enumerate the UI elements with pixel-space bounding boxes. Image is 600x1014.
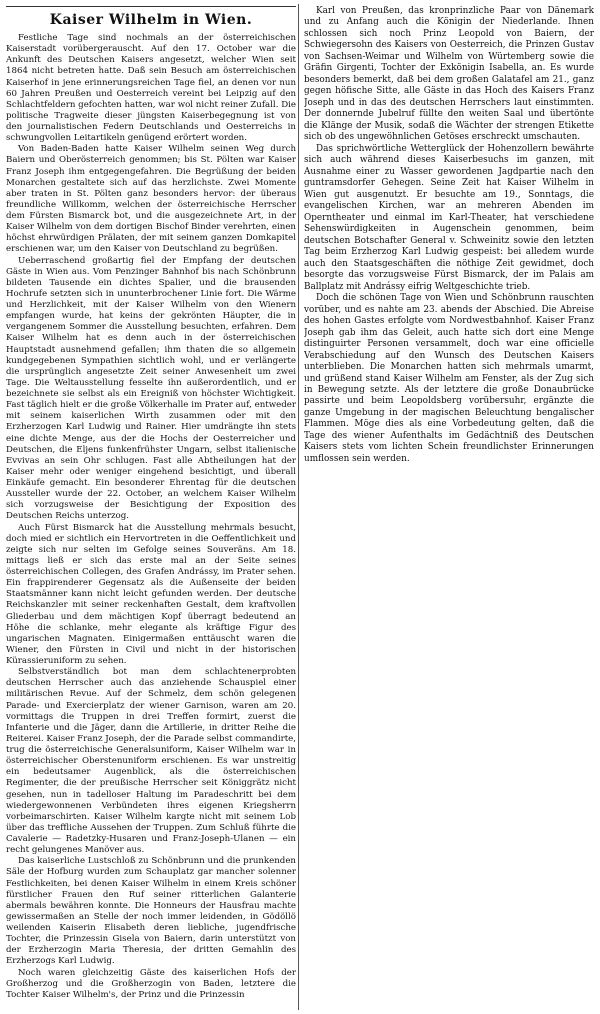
article-paragraph: Von Baden-Baden hatte Kaiser Wilhelm seinen Weg durch Baiern und Oberösterreich genommen; bis St. Pölten war Kaiser Franz Joseph ihm entgegengefahren. Die Begrüßung der beiden Monarchen gestaltete sich auf das herzlichste. Zwei Momente aber traten in St. Pölten ganz besonders hervor: der überaus freundliche Willkomm, welchen der österreichische Herrscher dem Fürsten Bismarck bot, und die ausgezeichnete Art, in der Kaiser Wilhelm von dem dortigen Bischof Binder verehrten, einen höchst ehrwürdigen Prälaten, der mit seinem ganzen Domkapitel erschienen war, um den Kaiser von Deutschland zu begrüßen. xyxy=(6,144,296,255)
right-column xyxy=(304,6,594,1014)
title-rule xyxy=(6,6,296,7)
left-column-body xyxy=(6,33,296,1001)
article-paragraph: Auch Fürst Bismarck hat die Ausstellung mehrmals besucht, doch mied er sichtlich ein Hervortreten in die Oeffentlichkeit und zeigte sich nur selten im Gefolge seines Souveräns. Am 18. mittags ließ er sich das erste mal an der Seite seines österreichischen Collegen, des Grafen Andrássy, im Prater sehen. Ein frappirenderer Gegensatz als die Außenseite der beiden Staatsmänner kann nicht leicht gefunden werden. Der deutsche Reichskanzler mit seiner reckenhaften Gestalt, dem kraftvollen Gliederbau und dem mächtigen Kopf überragt bedeutend an Höhe die schlanke, mehr elegante als kräftige Figur des ungarischen Magnaten. Einigermaßen enttäuscht waren die Wiener, den Fürsten in Civil und nicht in der historischen Kürassieruniform zu sehen. xyxy=(6,522,296,666)
column-divider xyxy=(298,4,299,1010)
left-column xyxy=(6,6,296,1014)
article-title: Kaiser Wilhelm in Wien. xyxy=(49,12,253,28)
right-column-body xyxy=(304,6,594,465)
article-paragraph: Karl von Preußen, das kronprinzliche Paar von Dänemark und zu Anfang auch die Königin der Niederlande. Ihnen schlossen sich noch Prinz Leopold von Baiern, der Schwiegersohn des Kaisers von Oesterreich, die Prinzen Gustav von Sachsen-Weimar und Wilhelm von Würtemberg sowie die Gräfin Girgenti, Tochter der Exkönigin Isabella, an. Es wurde besonders bemerkt, daß bei dem großen Galatafel am 21., ganz gegen höfische Sitte, alle Gäste in das Hoch des Kaisers Franz Joseph und in das des deutschen Herrschers laut einstimmten. Der donnernde Jubelruf füllte den weiten Saal und übertönte die Klänge der Musik, sodaß die Wächter der strengen Etikette sich ob des ungewöhnlichen Getöses erschreckt umschauten. xyxy=(304,6,594,143)
article-paragraph: Ueberraschend großartig fiel der Empfang der deutschen Gäste in Wien aus. Vom Penzinger Bahnhof bis nach Schönbrunn bildeten Tausende ein dichtes Spalier, und die brausenden Hochrufe setzten sich in ununterbrochener Linie fort. Die Wärme und Herzlichkeit, mit der Kaiser Wilhelm von den Wienern empfangen wurde, hat keins der gekrönten Häupter, die in vergangenem Sommer die Ausstellung besuchten, erfahren. Dem Kaiser Wilhelm hat es denn auch in der österreichischen Hauptstadt ausnehmend gefallen; ihm thaten die so allgemein kundgegebenen Sympathien sichtlich wohl, und er verlängerte die ursprünglich angesetzte Zeit seiner Anwesenheit um zwei Tage. Die Weltausstellung fesselte ihn außerordentlich, und er bezeichnete sie selbst als ein Ereigniß von höchster Wichtigkeit. Fast täglich hielt er die große Völkerhalle im Prater auf, entweder mit seinem kaiserlichen Wirth zusammen oder mit den Erzherzogen Karl Ludwig und Rainer. Hier umdrängte ihn stets eine dichte Menge, aus der die Hochs der Oesterreicher und Deutschen, die Eljens funkenfrühster Ungarn, selbst italienische Evvivas an sein Ohr schlugen. Fast alle Abtheilungen hat der Kaiser mehr oder weniger eingehend besichtigt, und überall Einkäufe gemacht. Ein besonderer Ehrentag für die deutschen Aussteller wurde der 22. October, an welchem Kaiser Wilhelm sich vorzugsweise der Besichtigung der Exposition des Deutschen Reichs unterzog. xyxy=(6,255,296,522)
article-paragraph: Das kaiserliche Lustschloß zu Schönbrunn und die prunkenden Säle der Hofburg wurden zum Schauplatz gar mancher solenner Festlichkeiten, bei denen Kaiser Wilhelm in einem Kreis schöner fürstlicher Frauen den Ruf seiner ritterlichen Galanterie abermals bewähren konnte. Die Honneurs der Hausfrau machte gewissermaßen an Stelle der noch immer leidenden, in Gödöllö weilenden Kaiserin Elisabeth deren liebliche, jugendfrische Tochter, die Prinzessin Gisela von Baiern, darin unterstützt von der Erzherzogin Maria Theresia, der dritten Gemahlin des Erzherzogs Karl Ludwig. xyxy=(6,856,296,967)
article-paragraph: Doch die schönen Tage von Wien und Schönbrunn rauschten vorüber, und es nahte am 23. abends der Abschied. Die Abreise des hohen Gastes erfolgte vom Nordwestbahnhof. Kaiser Franz Joseph gab ihm das Geleit, auch hatte sich dort eine Menge distinguirter Personen versammelt, doch war eine officielle Verabschiedung auf den Wunsch des Deutschen Kaisers unterblieben. Die Monarchen hatten sich mehrmals umarmt, und grüßend stand Kaiser Wilhelm am Fenster, als der Zug sich in Bewegung setzte. Als der letztere die große Donaubrücke passirte und beim Leopoldsberg vorübersuhr, ergänzte die ganze Umgebung in der magischen Beleuchtung bengalischer Flammen. Möge dies als eine Vorbedeutung gelten, daß die Tage des wiener Aufenthalts im Gedächtniß des Deutschen Kaisers stets vom lichten Schein freundlichster Erinnerungen umflossen sein werden. xyxy=(304,293,594,464)
article-paragraph: Selbstverständlich bot man dem schlachtenerprobten deutschen Herrscher auch das anziehende Schauspiel einer militärischen Revue. Auf der Schmelz, dem schön gelegenen Parade- und Exercierplatz der wiener Garnison, waren am 20. vormittags die Truppen in drei Treffen formirt, zuerst die Infanterie und die Jäger, dann die Artillerie, in dritter Reihe die Reiterei. Kaiser Franz Joseph, der die Parade selbst commandirte, trug die österreichische Generalsuniform, Kaiser Wilhelm war in österreichischer Oberstenuniform erschienen. Es war unstreitig ein bedeutsamer Augenblick, als die österreichischen Regimenter, die der preußische Herrscher seit Königgrätz nicht gesehen, nun in tadelloser Haltung im Paradeschritt bei dem wiedergewonnenen Verbündeten ihres eigenen Kriegsherrn vorbeimarschirten. Kaiser Wilhelm kargte nicht mit seinem Lob über das treffliche Aussehen der Truppen. Zum Schluß führte die Cavalerie — Radetzky-Husaren und Franz-Joseph-Ulanen — ein recht gelungenes Manöver aus. xyxy=(6,667,296,856)
article-paragraph: Das sprichwörtliche Wetterglück der Hohenzollern bewährte sich auch während dieses Kaiserbesuchs im ganzen, mit Ausnahme einer zu Wasser gewordenen Jagdpartie nach den guntramsdorfer Gehegen. Seine Zeit hat Kaiser Wilhelm in Wien gut ausgenutzt. Er besuchte am 19., Sonntags, die evangelischen Kirchen, war an mehreren Abenden im Operntheater und einmal im Karl-Theater, hat verschiedene Sehenswürdigkeiten in Augenschein genommen, beim deutschen Botschafter General v. Schweinitz sowie den letzten Tag beim Erzherzog Karl Ludwig gespeist: bei alledem wurde auch den Staatsgeschäften die nöthige Zeit gewidmet, doch besorgte das vorzugsweise Fürst Bismarck, der im Palais am Ballplatz mit Andrássy eifrig Weltgeschichte trieb. xyxy=(304,143,594,292)
article-paragraph: Festliche Tage sind nochmals an der österreichischen Kaiserstadt vorübergerauscht. Auf den 17. October war die Ankunft des Deutschen Kaisers angesetzt, welcher Wien seit 1864 nicht betreten hatte. Daß sein Besuch am österreichischen Kaiserhof in jene erinnerungsreichen Tage fiel, an denen vor nun 60 Jahren Preußen und Oesterreich vereint bei Leipzig auf den Schlachtfeldern gefochten hatten, war wol nicht reiner Zufall. Die politische Tragweite dieser jüngsten Kaiserbegegnung ist von den journalistischen Federn Deutschlands und Oesterreichs in schwungvollen Leitartikeln genügend erörtert worden. xyxy=(6,33,296,144)
article-paragraph: Noch waren gleichzeitig Gäste des kaiserlichen Hofs der Großherzog und die Großherzogin von Baden, letztere die Tochter Kaiser Wilhelm's, der Prinz und die Prinzessin xyxy=(6,967,296,1000)
